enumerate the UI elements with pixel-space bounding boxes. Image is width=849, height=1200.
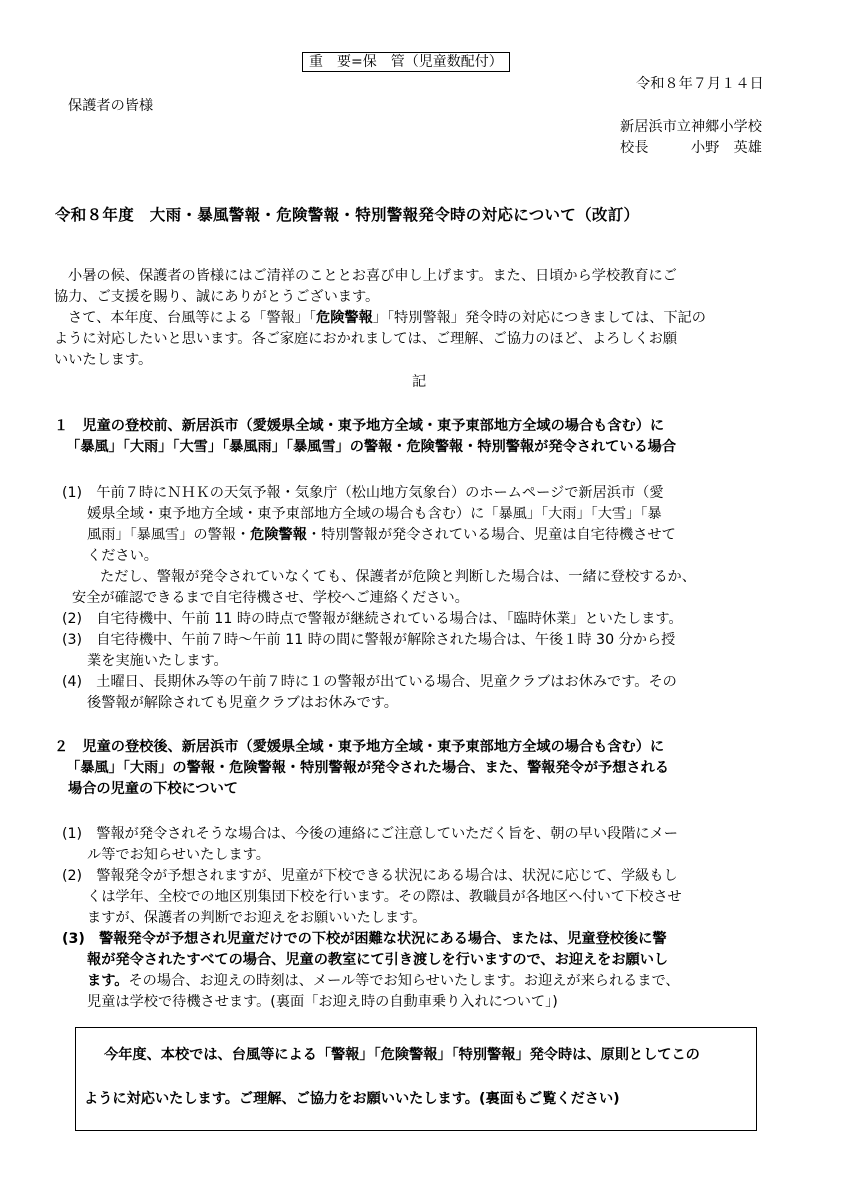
heading-line: 「暴風」「大雨」の警報・危険警報・特別警報が発令された場合、また、警報発令が予想される [66, 760, 669, 776]
emphasis-danger-warning: 危険警報 [316, 310, 373, 326]
ki-marker: 記 [412, 374, 427, 390]
emphasis-danger-warning: 危険警報 [250, 527, 307, 543]
list-item-line: ル等でお知らせいたします。 [87, 847, 270, 863]
list-item-line: 媛県全域・東予地方全域・東予東部地方全域の場合も含む）に「暴風」「大雨」「大雪」「暴 [87, 506, 662, 522]
list-item-line [62, 971, 682, 992]
document-date: 令和８年７月１４日 [636, 76, 764, 92]
list-item-line: ただし、警報が発令されていなくても、保護者が危険と判断した場合は、一緒に登校するか、 [100, 569, 696, 585]
list-item: (1) 警報が発令されそうな場合は、今後の連絡にご注意していただく旨を、朝の早い段階にメー [62, 826, 678, 842]
page-title: 令和８年度 大雨・暴風警報・危険警報・特別警報発令時の対応について（改訂） [55, 206, 640, 224]
storage-stamp: 重 要=保 管（児童数配付） [302, 52, 510, 72]
intro-line: 小暑の候、保護者の皆様にはご清祥のこととお喜び申し上げます。また、日頃から学校教育にご [68, 268, 677, 284]
notice-line: 今年度、本校では、台風等による「警報」「危険警報」「特別警報」発令時は、原則としてこの [104, 1047, 700, 1063]
intro-line [54, 308, 706, 329]
section1-items [62, 483, 696, 714]
intro-line: いいたします。 [54, 352, 153, 368]
heading-line: 「暴風」「大雨」「大雪」「暴風雨」「暴風雪」の警報・危険警報・特別警報が発令されている場合 [66, 439, 677, 455]
section2-items [62, 824, 682, 1013]
list-item-line: 後警報が解除されても児童クラブはお休みです。 [87, 695, 398, 711]
principal-name: 校長 小野 英雄 [620, 140, 762, 156]
list-item: (2) 警報発令が予想されますが、児童が下校できる状況にある場合は、状況に応じて、学級もし [62, 868, 678, 884]
heading-line: 場合の児童の下校について [68, 781, 238, 797]
item-text: ・特別警報が発令されている場合、児童は自宅待機させて [306, 527, 676, 543]
heading-line: １ 児童の登校前、新居浜市（愛媛県全域・東予地方全域・東予東部地方全域の場合も含む）に [54, 418, 665, 434]
intro-text: 」「特別警報」発令時の対応につきましては、下記の [372, 310, 706, 326]
item-text: その場合、お迎えの時刻は、メール等でお知らせいたします。お迎えが来られるまで、 [128, 973, 680, 989]
intro-text: さて、本年度、台風等による「警報」「 [68, 310, 316, 326]
list-item: (2) 自宅待機中、午前 11 時の時点で警報が継続されている場合は、「臨時休業」といたします。 [62, 611, 683, 627]
list-item-line: 報が発令されたすべての場合、児童の教室にて引き渡しを行いますので、お迎えをお願いし [87, 952, 669, 968]
section2-heading [54, 737, 669, 800]
item-text-bold: ます。 [87, 973, 129, 989]
list-item: (4) 土曜日、長期休み等の午前７時に１の警報が出ている場合、児童クラブはお休みです。その [62, 674, 677, 690]
item-text: 風雨」「暴風雪」の警報・ [87, 527, 251, 543]
intro-line: ように対応したいと思います。各ご家庭におかれましては、ご理解、ご協力のほど、よろしくお願 [54, 331, 678, 347]
notice-box [75, 1027, 757, 1131]
list-item-line [62, 525, 696, 546]
recipient: 保護者の皆様 [68, 98, 154, 114]
intro-line: 協力、ご支援を賜り、誠にありがとうございます。 [54, 289, 380, 305]
list-item-line: 児童は学校で待機させます。(裏面「お迎え時の自動車乗り入れについて」) [87, 994, 558, 1010]
school-name: 新居浜市立神郷小学校 [620, 119, 762, 135]
list-item: (3) 自宅待機中、午前７時～午前 11 時の間に警報が解除された場合は、午後１時 30 分から授 [62, 632, 676, 648]
list-item-line: ますが、保護者の判断でお迎えをお願いいたします。 [87, 910, 427, 926]
list-item-line: 安全が確認できるまで自宅待機させ、学校へご連絡ください。 [72, 590, 469, 606]
heading-line: ２ 児童の登校後、新居浜市（愛媛県全域・東予地方全域・東予東部地方全域の場合も含む）に [54, 739, 665, 755]
list-item: (3) 警報発令が予想され児童だけでの下校が困難な状況にある場合、または、児童登校後に警 [62, 931, 667, 947]
list-item-line: ください。 [87, 548, 158, 564]
list-item-line: くは学年、全校での地区別集団下校を行います。その際は、教職員が各地区へ付いて下校させ [87, 889, 682, 905]
intro [54, 266, 706, 371]
list-item: (1) 午前７時にＮＨＫの天気予報・気象庁（松山地方気象台）のホームページで新居浜市（愛 [62, 485, 664, 501]
list-item-line: 業を実施いたします。 [87, 653, 228, 669]
section1-heading [54, 416, 676, 458]
notice-line: ように対応いたします。ご理解、ご協力をお願いいたします。(裏面もご覧ください) [84, 1091, 620, 1107]
